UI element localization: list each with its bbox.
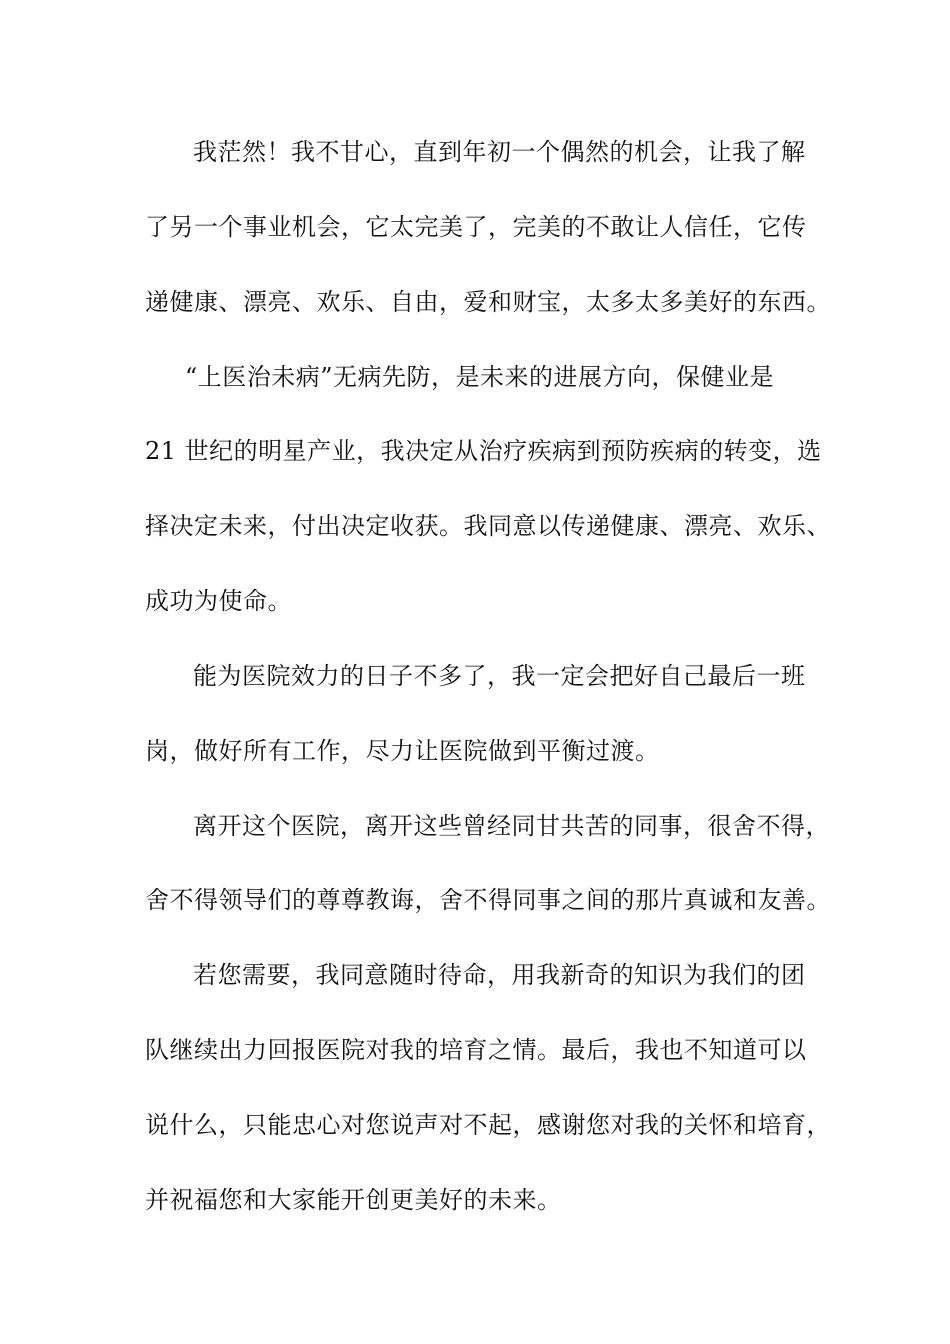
paragraph-1-line-1: 我茫然！我不甘心，直到年初一个偶然的机会，让我了解 [193, 138, 806, 166]
paragraph-2-line-1: “上医治未病”无病先防，是未来的进展方向，保健业是 [185, 363, 775, 391]
paragraph-5-line-4: 并祝福您和大家能开创更美好的未来。 [145, 1186, 562, 1214]
paragraph-2-line-2: 21 世纪的明星产业，我决定从治疗疾病到预防疾病的转变，选 [145, 437, 822, 465]
paragraph-3-line-1: 能为医院效力的日子不多了，我一定会把好自己最后一班 [193, 662, 806, 690]
paragraph-1-line-3: 递健康、漂亮、欢乐、自由，爱和财宝，太多太多美好的东西。 [145, 288, 831, 316]
paragraph-5-line-2: 队继续出力回报医院对我的培育之情。最后，我也不知道可以 [145, 1036, 807, 1064]
paragraph-2-line-3: 择决定未来，付出决定收获。我同意以传递健康、漂亮、欢乐、 [145, 512, 831, 540]
paragraph-4-line-1: 离开这个医院，离开这些曾经同甘共苦的同事，很舍不得， [193, 812, 830, 840]
paragraph-4-line-2: 舍不得领导们的尊尊教诲，舍不得同事之间的那片真诚和友善。 [145, 886, 831, 914]
paragraph-5-line-1: 若您需要，我同意随时待命，用我新奇的知识为我们的团 [193, 961, 806, 989]
paragraph-3-line-2: 岗，做好所有工作，尽力让医院做到平衡过渡。 [145, 737, 660, 765]
paragraph-1-line-2: 了另一个事业机会，它太完美了，完美的不敢让人信任，它传 [145, 213, 807, 241]
paragraph-5-line-3: 说什么，只能忠心对您说声对不起，感谢您对我的关怀和培育， [145, 1111, 831, 1139]
paragraph-2-line-4: 成功为使命。 [145, 587, 292, 615]
